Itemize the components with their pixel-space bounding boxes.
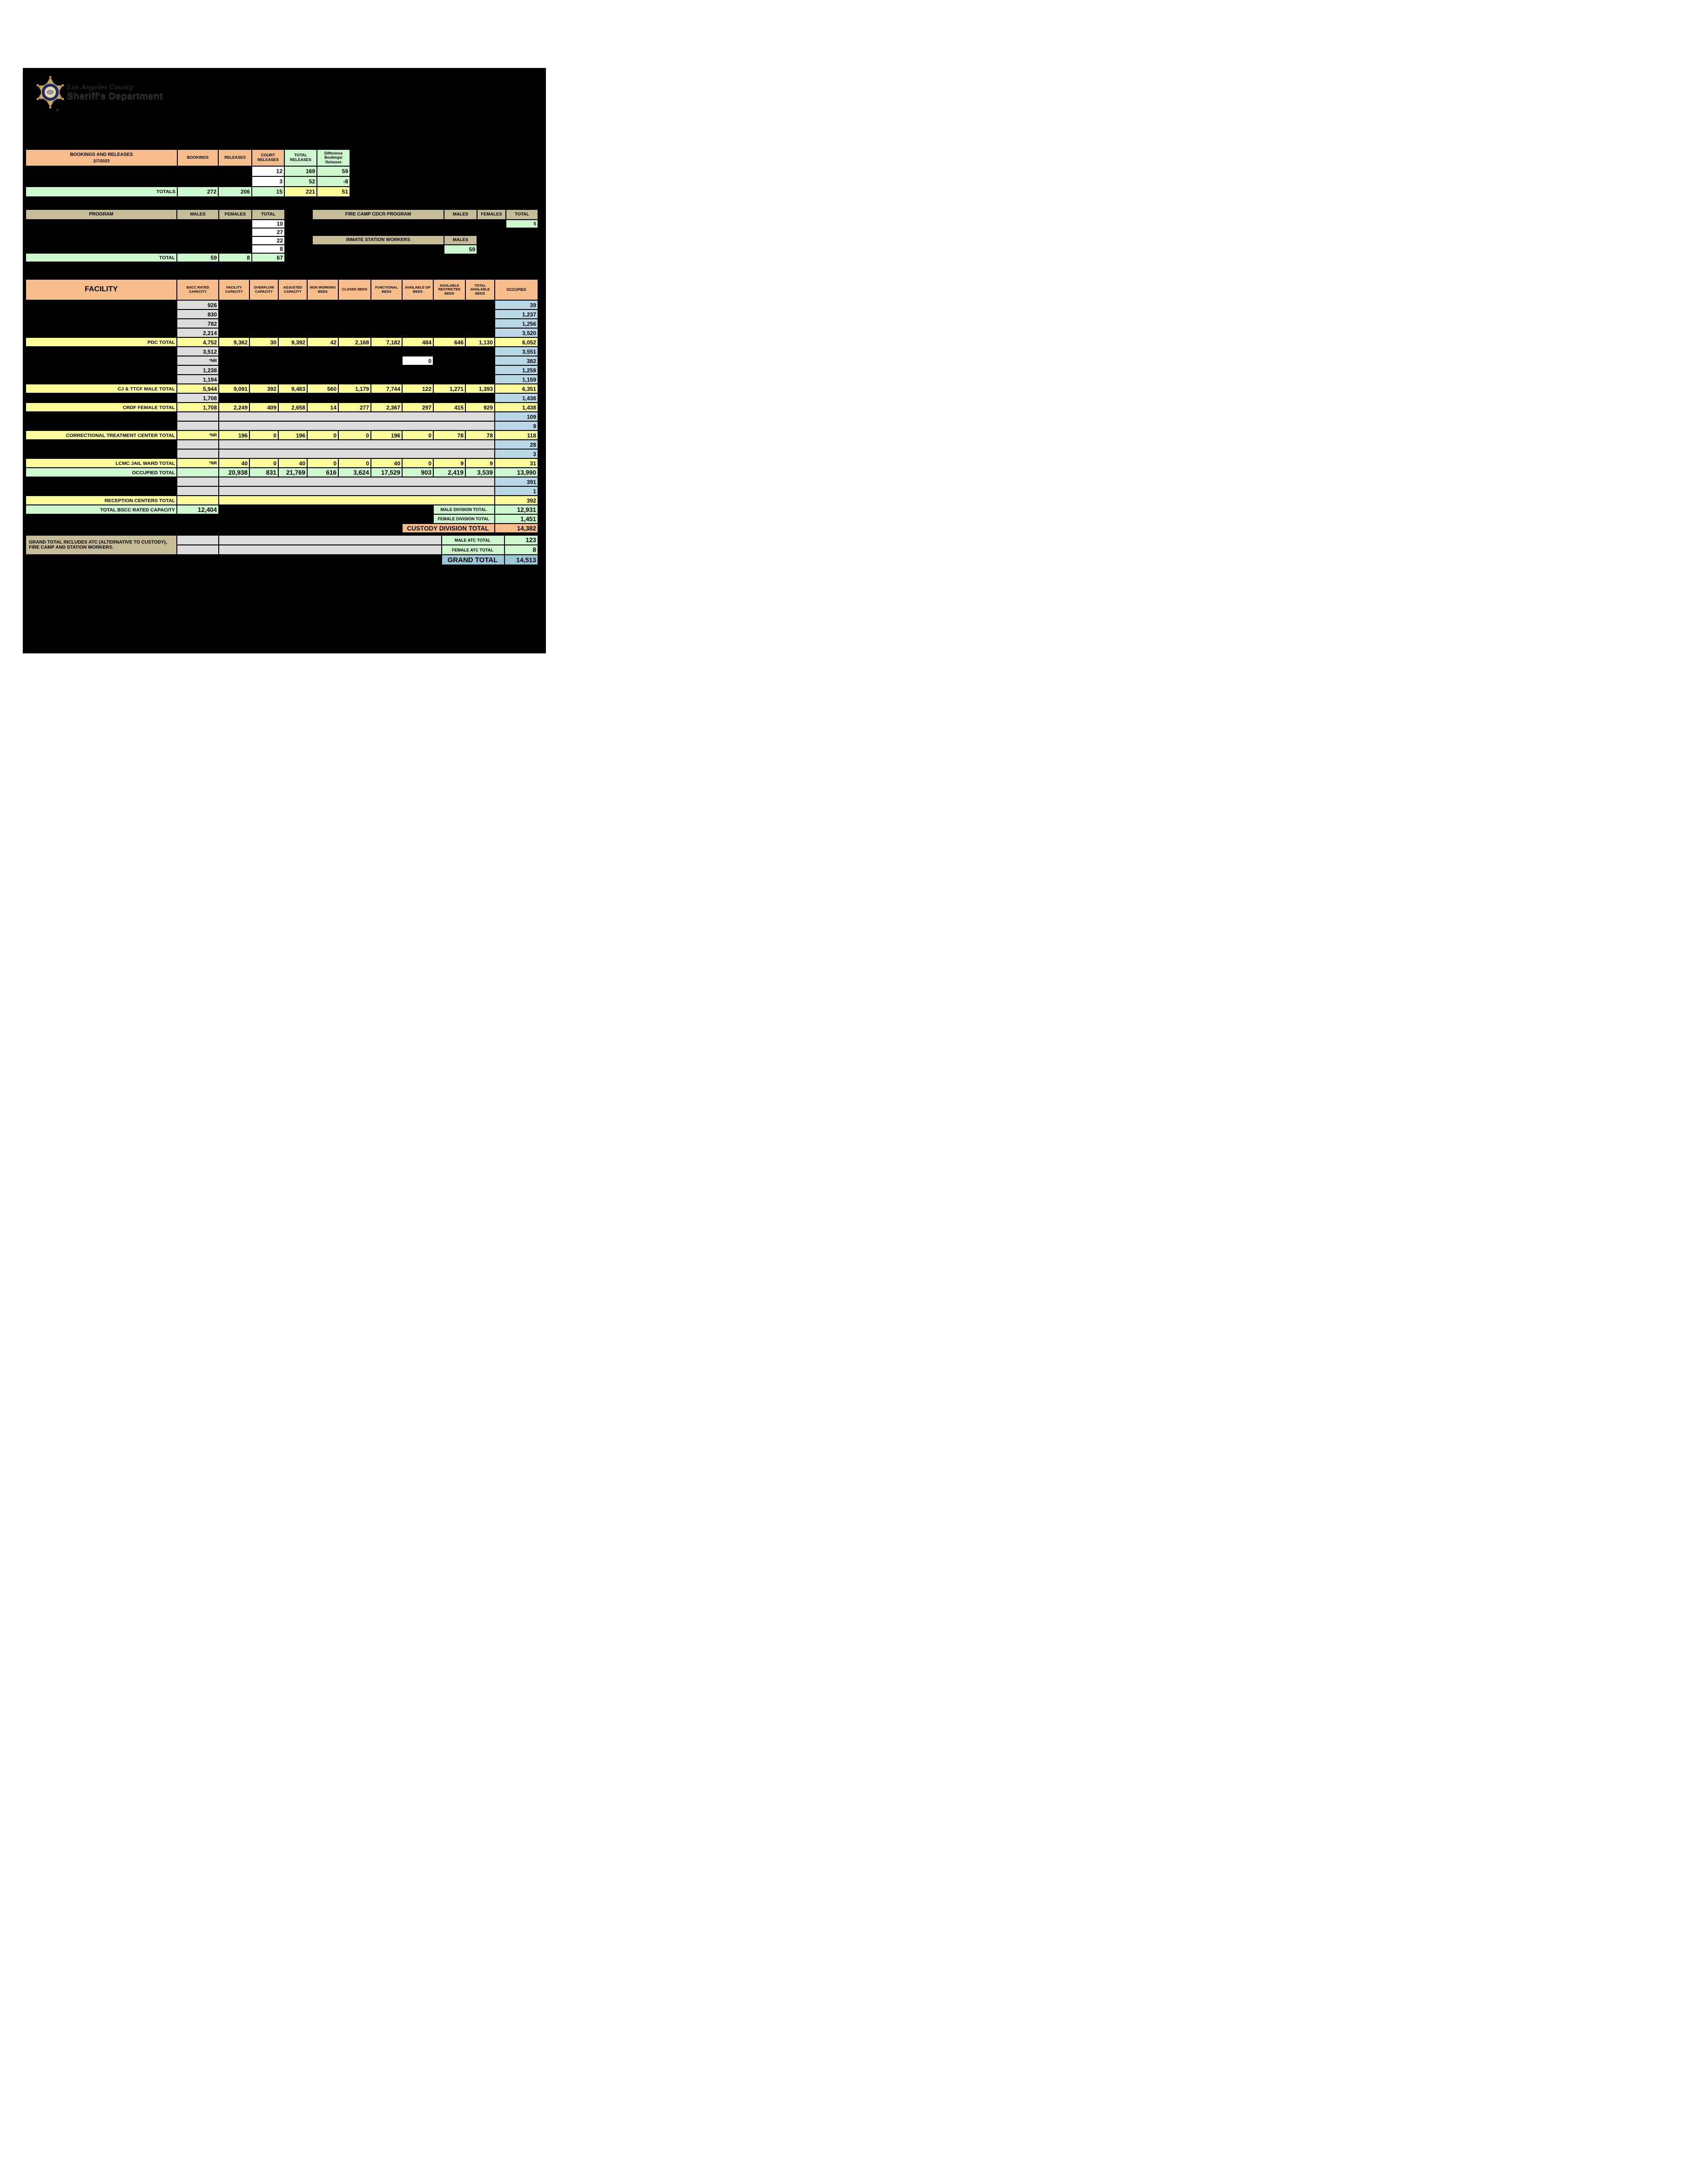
org-name-line2: Sheriff's Department: [67, 91, 163, 101]
facility-row: [26, 477, 538, 486]
facility-value-cell: 1,237: [495, 309, 538, 319]
facility-value-cell: 40: [278, 458, 307, 468]
facility-empty-cell: [26, 514, 433, 524]
program-total-females: 8: [219, 253, 252, 262]
station-workers-table: [312, 235, 477, 254]
facility-total-label: CRDF FEMALE TOTAL: [26, 403, 177, 412]
facility-value-cell: 40: [371, 458, 402, 468]
program-males-header: MALES: [177, 209, 219, 220]
facility-empty-cell: [219, 356, 402, 365]
facility-value-cell: 1,451: [495, 514, 538, 524]
female-atc-total-label: FEMALE ATC TOTAL: [442, 545, 504, 555]
facility-row: [26, 496, 538, 505]
program-row-total: 10: [252, 220, 285, 228]
facility-value-cell: 0: [338, 458, 371, 468]
male-atc-total-value: 123: [504, 535, 538, 545]
closed-beds-col-header: CLOSED BEDS: [338, 279, 371, 300]
facility-value-cell: 42: [307, 337, 338, 347]
facility-row: [26, 421, 538, 430]
program-row-total: 8: [252, 245, 285, 253]
facility-value-cell: *NR: [177, 356, 219, 365]
program-row-redacted: [26, 220, 285, 228]
program-row-redacted: [26, 228, 285, 236]
facility-value-cell: [177, 440, 219, 449]
facility-empty-cell: [219, 505, 433, 514]
redacted-cell: [26, 236, 252, 245]
redacted-cell: [312, 220, 506, 228]
facility-value-cell: 28: [495, 440, 538, 449]
fire-camp-table: [312, 209, 538, 228]
bookings-header-row: [26, 149, 350, 166]
facility-empty-cell: [26, 347, 177, 356]
facility-empty-cell: [219, 486, 495, 496]
facility-row: [26, 309, 538, 319]
facility-value-cell: 14,382: [495, 524, 538, 533]
facility-value-cell: 14: [307, 403, 338, 412]
redacted-cell: [177, 166, 218, 176]
program-row-redacted: [26, 236, 285, 245]
facility-row: [26, 449, 538, 458]
station-workers-row: [312, 245, 477, 254]
facility-value-cell: [177, 496, 219, 505]
facility-value-cell: 831: [249, 468, 278, 477]
redacted-cell: [26, 166, 177, 176]
program-total-males: 59: [177, 253, 219, 262]
facility-empty-cell: [26, 393, 177, 403]
functional-beds-col-header: FUNCTIONAL BEDS: [371, 279, 402, 300]
facility-empty-cell: [26, 421, 177, 430]
facility-value-cell: 6,052: [495, 337, 538, 347]
non-working-beds-col-header: NON WORKING BEDS: [307, 279, 338, 300]
bookings-title: BOOKINGS AND RELEASES: [70, 152, 133, 157]
program-row-redacted: [26, 245, 285, 253]
facility-value-cell: MALE DIVISION TOTAL: [433, 505, 495, 514]
facility-value-cell: 196: [371, 430, 402, 440]
facility-value-cell: [177, 412, 219, 421]
facility-value-cell: 3,520: [495, 328, 538, 337]
adjusted-capacity-col-header: ADJUSTED CAPACITY: [278, 279, 307, 300]
facility-empty-cell: [219, 412, 495, 421]
program-header-row: [26, 209, 285, 220]
court-releases-value: 12: [252, 166, 284, 176]
facility-value-cell: 1,271: [433, 384, 465, 393]
facility-value-cell: 1,708: [177, 393, 219, 403]
program-total-header: TOTAL: [252, 209, 285, 220]
program-total-label: TOTAL: [26, 253, 177, 262]
facility-total-label: TOTAL BSCC RATED CAPACITY: [26, 505, 177, 514]
facility-empty-cell: [219, 496, 495, 505]
facility-value-cell: 3: [495, 449, 538, 458]
fire-camp-total-value: 5: [506, 220, 538, 228]
facility-empty-cell: [433, 356, 495, 365]
facility-value-cell: [177, 477, 219, 486]
facility-value-cell: 616: [307, 468, 338, 477]
program-row-total: 27: [252, 228, 285, 236]
facility-row: [26, 393, 538, 403]
facility-header-row: [26, 279, 538, 300]
difference-value: 59: [317, 166, 350, 176]
facility-value-cell: *NR: [177, 430, 219, 440]
facility-value-cell: 646: [433, 337, 465, 347]
facility-empty-cell: [219, 300, 495, 309]
redacted-cell: [312, 245, 444, 254]
facility-row: [26, 328, 538, 337]
available-gp-beds-col-header: AVAILABLE GP BEDS: [402, 279, 433, 300]
atc-empty-gray-cell: [177, 545, 219, 555]
occupied-col-header: OCCUPIED: [495, 279, 538, 300]
totals-difference: 51: [317, 187, 350, 197]
facility-value-cell: 31: [495, 458, 538, 468]
facility-value-cell: 3,551: [495, 347, 538, 356]
facility-row: [26, 384, 538, 393]
facility-value-cell: 40: [219, 458, 249, 468]
facility-value-cell: 9: [465, 458, 495, 468]
facility-value-cell: 0: [402, 356, 433, 365]
facility-value-cell: 0: [249, 430, 278, 440]
facility-empty-cell: [26, 449, 177, 458]
facility-value-cell: 297: [402, 403, 433, 412]
difference-value: -8: [317, 176, 350, 187]
facility-value-cell: 9: [495, 421, 538, 430]
facility-value-cell: 1: [495, 486, 538, 496]
facility-value-cell: 830: [177, 309, 219, 319]
facility-row: [26, 337, 538, 347]
facility-empty-cell: [219, 375, 495, 384]
program-females-header: FEMALES: [219, 209, 252, 220]
facility-total-label: OCCUPIED TOTAL: [26, 468, 177, 477]
total-available-beds-col-header: TOTAL AVAILABLE BEDS: [465, 279, 495, 300]
bookings-title-cell: [26, 149, 177, 166]
facility-value-cell: 382: [495, 356, 538, 365]
grand-total-note: GRAND TOTAL INCLUDES ATC (ALTERNATIVE TO CUSTODY), FIRE CAMP AND STATION WORKERS.: [26, 535, 177, 555]
overflow-capacity-col-header: OVERFLOW CAPACITY: [249, 279, 278, 300]
atc-empty-gray-cell: [177, 535, 219, 545]
facility-value-cell: 0: [402, 458, 433, 468]
redacted-cell: [177, 176, 218, 187]
total-releases-value: 52: [284, 176, 317, 187]
facility-row: [26, 347, 538, 356]
facility-empty-cell: [26, 319, 177, 328]
facility-value-cell: 9: [433, 458, 465, 468]
facility-value-cell: [177, 468, 219, 477]
facility-value-cell: 9,483: [278, 384, 307, 393]
facility-value-cell: 0: [307, 430, 338, 440]
facility-value-cell: [177, 421, 219, 430]
facility-row: [26, 486, 538, 496]
facility-empty-cell: [26, 412, 177, 421]
facility-value-cell: 782: [177, 319, 219, 328]
facility-row: [26, 505, 538, 514]
facility-value-cell: 1,259: [495, 365, 538, 375]
program-total-row: [26, 253, 285, 262]
grand-total-value: 14,513: [504, 555, 538, 565]
facility-value-cell: 392: [249, 384, 278, 393]
facility-value-cell: 415: [433, 403, 465, 412]
col-header-total-releases: TOTAL RELEASES: [284, 149, 317, 166]
registered-mark: ®: [56, 109, 59, 112]
facility-value-cell: 118: [495, 430, 538, 440]
bscc-rated-capacity-col-header: BSCC RATED CAPACITY: [177, 279, 219, 300]
facility-value-cell: 122: [402, 384, 433, 393]
col-header-court-releases: COURT RELEASES: [252, 149, 284, 166]
facility-value-cell: 78: [465, 430, 495, 440]
facility-value-cell: 2,168: [338, 337, 371, 347]
facility-value-cell: 13,990: [495, 468, 538, 477]
facility-table-body: [26, 300, 538, 533]
facility-row: [26, 356, 538, 365]
facility-empty-cell: [26, 477, 177, 486]
facility-value-cell: 2,419: [433, 468, 465, 477]
facility-value-cell: 1,438: [495, 393, 538, 403]
facility-empty-cell: [219, 393, 495, 403]
facility-table: [26, 279, 538, 533]
facility-value-cell: 1,256: [495, 319, 538, 328]
facility-empty-cell: [26, 524, 402, 533]
facility-row: [26, 412, 538, 421]
facility-value-cell: 9,362: [219, 337, 249, 347]
program-row-total: 22: [252, 236, 285, 245]
redacted-cell: [26, 220, 252, 228]
bookings-releases-table: [26, 149, 350, 197]
male-atc-total-label: MALE ATC TOTAL: [442, 535, 504, 545]
facility-row: [26, 319, 538, 328]
facility-total-label: PDC TOTAL: [26, 337, 177, 347]
facility-empty-cell: [26, 328, 177, 337]
facility-value-cell: 1,438: [495, 403, 538, 412]
station-workers-males-header: MALES: [444, 235, 477, 245]
facility-value-cell: 196: [219, 430, 249, 440]
facility-total-label: CJ & TTCF MALE TOTAL: [26, 384, 177, 393]
facility-value-cell: 0: [249, 458, 278, 468]
bookings-date: 2/7/2023: [93, 159, 110, 164]
col-header-releases: RELEASES: [218, 149, 252, 166]
facility-row: [26, 458, 538, 468]
facility-empty-cell: [219, 440, 495, 449]
station-workers-header-row: [312, 235, 477, 245]
facility-total-label: RECEPTION CENTERS TOTAL: [26, 496, 177, 505]
facility-value-cell: 9,091: [219, 384, 249, 393]
facility-value-cell: 2,249: [219, 403, 249, 412]
facility-value-cell: 277: [338, 403, 371, 412]
facility-value-cell: 12,404: [177, 505, 219, 514]
col-header-difference: Difference Bookings/ Releases: [317, 149, 350, 166]
facility-value-cell: 17,529: [371, 468, 402, 477]
facility-value-cell: 3,624: [338, 468, 371, 477]
facility-row: [26, 403, 538, 412]
bookings-row-redacted-2: [26, 176, 350, 187]
fire-camp-total-header: TOTAL: [506, 209, 538, 220]
facility-value-cell: 903: [402, 468, 433, 477]
facility-value-cell: 2,367: [371, 403, 402, 412]
facility-value-cell: 392: [495, 496, 538, 505]
col-header-bookings: BOOKINGS: [177, 149, 218, 166]
female-atc-total-value: 8: [504, 545, 538, 555]
facility-col-header: FACILITY: [26, 279, 177, 300]
facility-value-cell: 5,944: [177, 384, 219, 393]
available-restricted-beds-col-header: AVAILABLE RESTRICTED BEDS: [433, 279, 465, 300]
facility-value-cell: 78: [433, 430, 465, 440]
facility-value-cell: 929: [465, 403, 495, 412]
fire-camp-header-row: [312, 209, 538, 220]
facility-value-cell: 409: [249, 403, 278, 412]
program-total-total: 67: [252, 253, 285, 262]
totals-releases: 206: [218, 187, 252, 197]
total-releases-value: 169: [284, 166, 317, 176]
bookings-row-redacted-1: [26, 166, 350, 176]
facility-value-cell: CUSTODY DIVISION TOTAL: [402, 524, 495, 533]
facility-value-cell: 1,179: [338, 384, 371, 393]
facility-empty-cell: [26, 375, 177, 384]
facility-empty-cell: [219, 421, 495, 430]
facility-value-cell: 4,752: [177, 337, 219, 347]
sheriff-badge-icon: [35, 76, 65, 110]
facility-value-cell: 39: [495, 300, 538, 309]
facility-value-cell: 20,938: [219, 468, 249, 477]
facility-value-cell: 0: [402, 430, 433, 440]
facility-row: [26, 514, 538, 524]
grand-total-label: GRAND TOTAL: [442, 555, 504, 565]
report-sheet: [0, 0, 563, 728]
facility-value-cell: 2,658: [278, 403, 307, 412]
fire-camp-row: [312, 220, 538, 228]
station-workers-header: INMATE STATION WORKERS: [312, 235, 444, 245]
facility-empty-cell: [26, 365, 177, 375]
facility-value-cell: 1,194: [177, 375, 219, 384]
facility-value-cell: 21,769: [278, 468, 307, 477]
totals-label: TOTALS: [26, 187, 177, 197]
redacted-cell: [218, 176, 252, 187]
facility-value-cell: 391: [495, 477, 538, 486]
facility-empty-cell: [219, 347, 495, 356]
totals-court-releases: 15: [252, 187, 284, 197]
facility-empty-cell: [219, 477, 495, 486]
fire-camp-header: FIRE CAMP CDCR PROGRAM: [312, 209, 444, 220]
program-header: PROGRAM: [26, 209, 177, 220]
fire-camp-females-header: FEMALES: [477, 209, 506, 220]
org-name-line1: Los Angeles County: [67, 84, 133, 91]
facility-row: [26, 430, 538, 440]
facility-total-label: LCMC JAIL WARD TOTAL: [26, 458, 177, 468]
facility-value-cell: 7,182: [371, 337, 402, 347]
totals-bookings: 272: [177, 187, 218, 197]
atc-empty-gray-cell: [219, 545, 442, 555]
facility-empty-cell: [219, 319, 495, 328]
facility-empty-cell: [26, 356, 177, 365]
facility-capacity-col-header: FACILITY CAPACITY: [219, 279, 249, 300]
facility-empty-cell: [26, 300, 177, 309]
facility-value-cell: 484: [402, 337, 433, 347]
facility-value-cell: [177, 486, 219, 496]
facility-empty-cell: [219, 309, 495, 319]
facility-value-cell: 12,931: [495, 505, 538, 514]
station-workers-males-value: 59: [444, 245, 477, 254]
court-releases-value: 3: [252, 176, 284, 187]
facility-value-cell: 1,393: [465, 384, 495, 393]
facility-value-cell: 926: [177, 300, 219, 309]
atc-empty-gray-cell: [219, 535, 442, 545]
facility-value-cell: 560: [307, 384, 338, 393]
facility-row: [26, 375, 538, 384]
facility-value-cell: 1,130: [465, 337, 495, 347]
facility-empty-cell: [26, 309, 177, 319]
redacted-cell: [26, 228, 252, 236]
facility-value-cell: 3,539: [465, 468, 495, 477]
facility-row: [26, 440, 538, 449]
facility-value-cell: 1,708: [177, 403, 219, 412]
facility-empty-cell: [219, 449, 495, 458]
facility-value-cell: *NR: [177, 458, 219, 468]
facility-row: [26, 468, 538, 477]
facility-row: [26, 365, 538, 375]
facility-value-cell: 30: [249, 337, 278, 347]
facility-value-cell: 0: [338, 430, 371, 440]
facility-value-cell: 7,744: [371, 384, 402, 393]
facility-value-cell: FEMALE DIVISION TOTAL: [433, 514, 495, 524]
facility-row: [26, 300, 538, 309]
facility-value-cell: 0: [307, 458, 338, 468]
facility-value-cell: 1,238: [177, 365, 219, 375]
facility-value-cell: 1,159: [495, 375, 538, 384]
bookings-totals-row: [26, 187, 350, 197]
program-table: [26, 209, 285, 262]
facility-empty-cell: [26, 440, 177, 449]
redacted-cell: [26, 176, 177, 187]
totals-total-releases: 221: [284, 187, 317, 197]
facility-value-cell: 3,512: [177, 347, 219, 356]
facility-value-cell: 109: [495, 412, 538, 421]
facility-total-label: CORRECTIONAL TREATMENT CENTER TOTAL: [26, 430, 177, 440]
facility-empty-cell: [219, 328, 495, 337]
facility-value-cell: 9,392: [278, 337, 307, 347]
facility-value-cell: 196: [278, 430, 307, 440]
facility-empty-cell: [219, 365, 495, 375]
fire-camp-males-header: MALES: [444, 209, 477, 220]
facility-value-cell: 6,351: [495, 384, 538, 393]
redacted-cell: [218, 166, 252, 176]
facility-empty-cell: [26, 486, 177, 496]
redacted-cell: [26, 245, 252, 253]
facility-value-cell: [177, 449, 219, 458]
report-page: [23, 68, 546, 653]
facility-row: [26, 524, 538, 533]
facility-value-cell: 2,214: [177, 328, 219, 337]
